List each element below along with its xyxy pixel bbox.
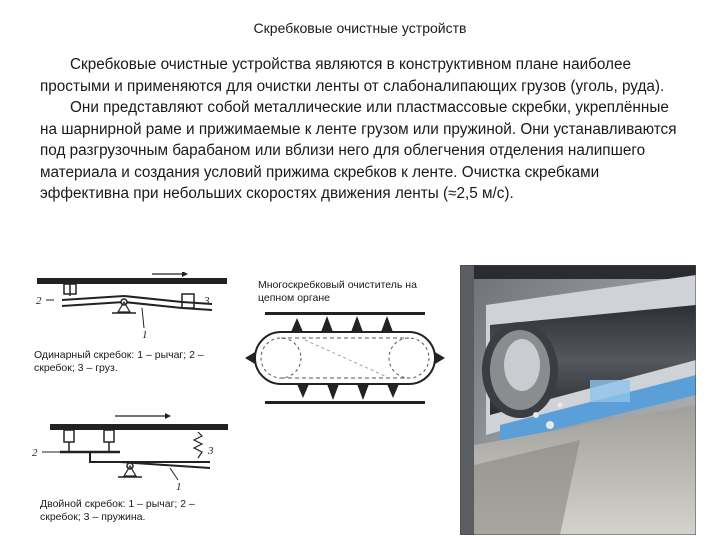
paragraph-2: Они представляют собой металлические или пластмассовые скребки, укреплённые на шарнирной раме и прижимаемые к ленте грузом или пружиной. Они устанавливаются под разгрузочным барабаном или вблизи него для облегчения отделения налипшего материала и создания условий прижима скребков к ленте. Очистка скребками эффективна при небольших скоростях движения ленты (≈2,5 м/с). [40,99,677,202]
label-2: 2 [32,447,38,459]
double-scraper-diagram [30,412,230,492]
body-text [40,54,690,205]
paragraph-1: Скребковые очистные устройства являются в конструктивном плане наиболее простыми и применяются для очистки ленты от слабоналипающих грузов (уголь, руда). [40,56,665,95]
label-3: 3 [204,295,210,307]
figure2-caption: Двойной скребок: 1 – рычаг; 2 – скребок; 3 – пружина. [40,498,195,523]
label-1: 1 [142,329,148,341]
single-scraper-diagram [32,272,232,342]
label-2: 2 [36,295,42,307]
page-title: Скребковые очистные устройств [253,20,467,36]
figure1-caption: Одинарный скребок: 1 – рычаг; 2 – скребок; 3 – груз. [34,349,204,374]
label-1: 1 [176,481,182,492]
conveyor-drum-photo [460,265,696,535]
figure3-caption: Многоскребковый очиститель на цепном органе [258,279,417,304]
label-3: 3 [208,445,214,457]
chain-cleaner-diagram [245,308,445,408]
